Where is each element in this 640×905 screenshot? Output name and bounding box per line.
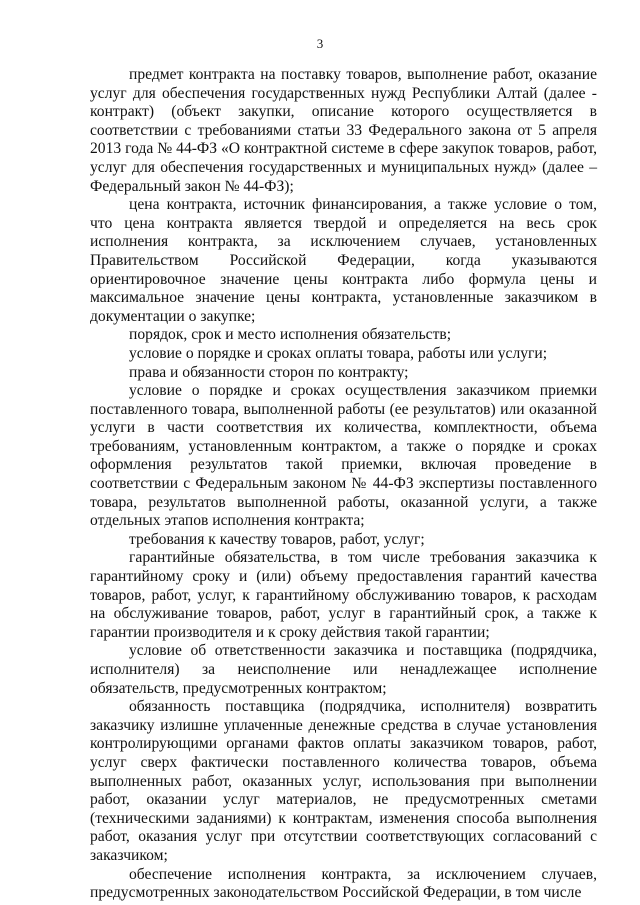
- paragraph-refund-obligation: обязанность поставщика (подрядчика, исполнителя) возвратить заказчику излишне уплаченные денежные средства в случае установления контролирующими органами фактов оплаты заказчиком товаров, работ, услуг сверх фактически поставленного количества товаров, объема выполненных работ, оказанных услуг, использования при выполнении работ, оказании услуг материалов, не предусмотренных сметами (техническими заданиями) к контрактам, изменения способа выполнения работ, оказания услуг при отсутствии соответствующих согласований с заказчиком;: [90, 698, 597, 864]
- paragraph-performance-security: обеспечение исполнения контракта, за исключением случаев, предусмотренных законодательством Российской Федерации, в том числе: [90, 865, 597, 902]
- document-body: [90, 66, 597, 903]
- paragraph-rights-obligations: права и обязанности сторон по контракту;: [129, 363, 409, 381]
- paragraph-payment-terms: условие о порядке и сроках оплаты товара, работы или услуги;: [129, 344, 548, 362]
- page-number: 3: [316, 36, 324, 51]
- paragraph-liability: условие об ответственности заказчика и поставщика (подрядчика, исполнителя) за неисполнение или ненадлежащее исполнение обязательств, предусмотренных контрактом;: [90, 642, 597, 697]
- paragraph-acceptance-terms: условие о порядке и сроках осуществления заказчиком приемки поставленного товара, выполненной работы (ее результатов) или оказанной услуги в части соответствия их количества, комплектности, объема требованиям, установленным контрактом, а также о порядке и сроках оформления результатов такой приемки, включая проведение в соответствии с Федеральным законом № 44-ФЗ экспертизы поставленного товара, результатов выполненной работы, оказанной услуги, а также отдельных этапов исполнения контракта;: [90, 382, 597, 530]
- paragraph-contract-subject: предмет контракта на поставку товаров, выполнение работ, оказание услуг для обеспечения государственных нужд Республики Алтай (далее - контракт) (объект закупки, описание которого осуществляется в соответствии с требованиями статьи 33 Федерального закона от 5 апреля 2013 года № 44-ФЗ «О контрактной системе в сфере закупок товаров, работ, услуг для обеспечения государственных и муниципальных нужд» (далее – Федеральный закон № 44-ФЗ);: [90, 66, 597, 195]
- paragraph-warranty-obligations: гарантийные обязательства, в том числе требования заказчика к гарантийному сроку и (или) объему предоставления гарантий качества товаров, работ, услуг, к гарантийному обслуживанию товаров, к расходам на обслуживание товаров, работ, услуг в гарантийный срок, а также к гарантии производителя и к сроку действия такой гарантии;: [90, 549, 597, 641]
- paragraph-performance-order: порядок, срок и место исполнения обязательств;: [129, 326, 452, 344]
- paragraph-contract-price: цена контракта, источник финансирования, а также условие о том, что цена контракта является твердой и определяется на весь срок исполнения контракта, за исключением случаев, установленных Правительством Российской Федерации, когда указываются ориентировочное значение цены контракта либо формула цены и максимальное значение цены контракта, установленные заказчиком в документации о закупке;: [90, 196, 597, 325]
- paragraph-quality-requirements: требования к качеству товаров, работ, услуг;: [129, 530, 425, 548]
